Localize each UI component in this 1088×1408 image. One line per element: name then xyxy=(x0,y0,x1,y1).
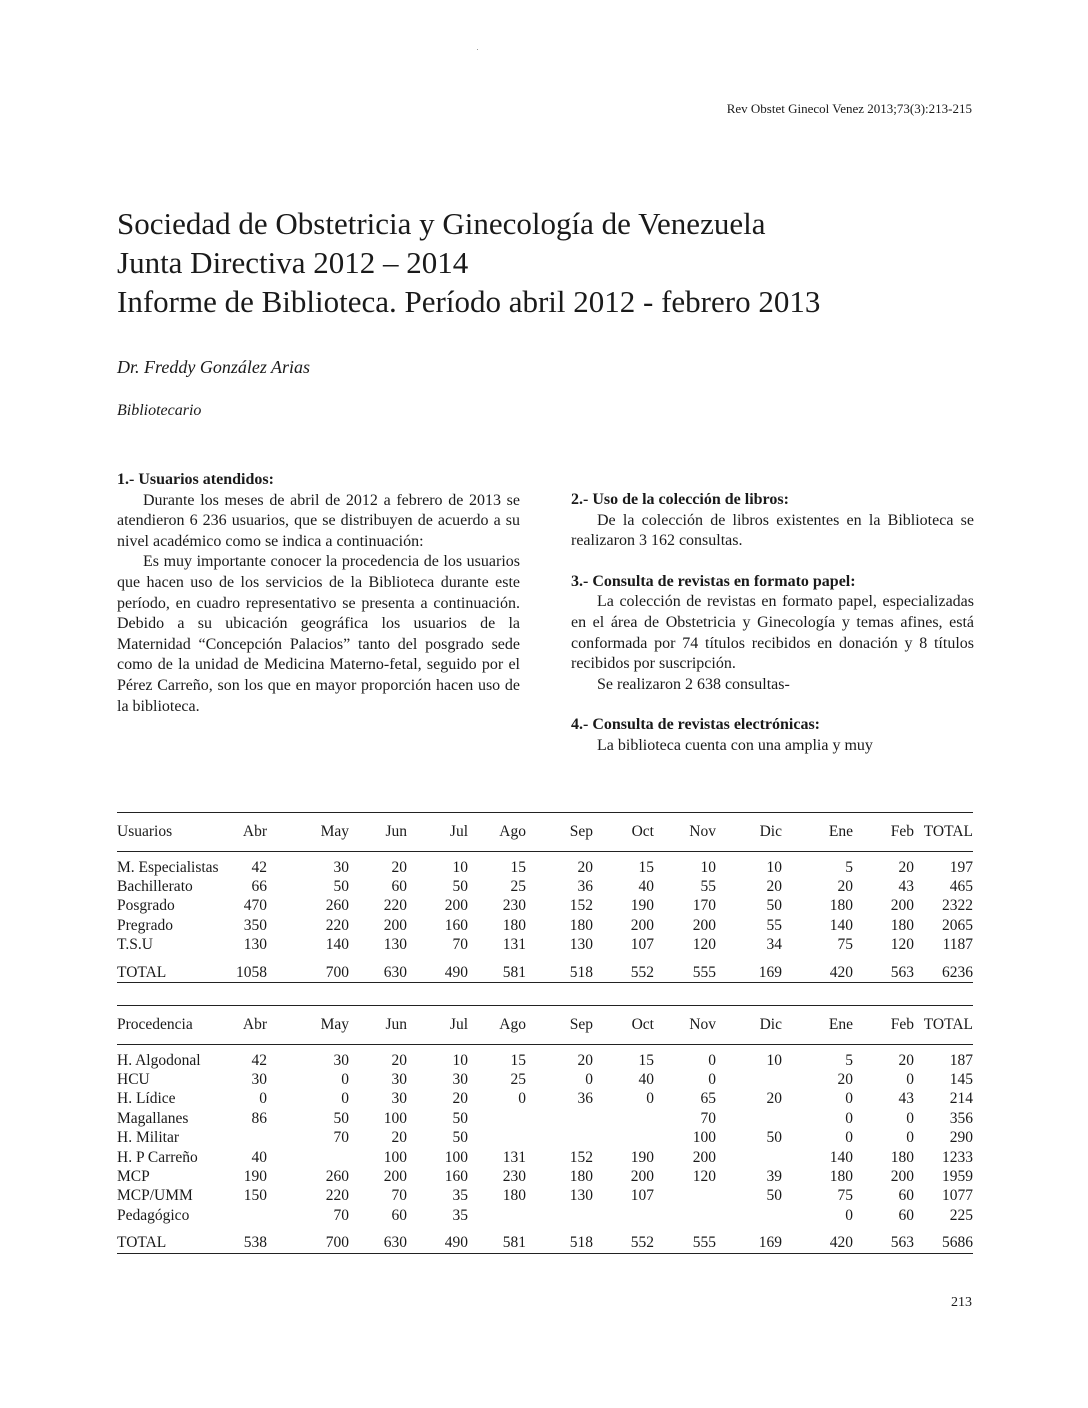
section-heading-libros: 2.- Uso de la colección de libros: xyxy=(571,491,789,508)
table-cell: 66 xyxy=(251,878,267,896)
table-cell: 140 xyxy=(829,1148,853,1166)
table-row xyxy=(117,897,973,916)
column-header: Feb xyxy=(853,813,914,852)
paragraph: Se realizaron 2 638 consultas- xyxy=(597,675,790,693)
table-cell: 130 xyxy=(243,936,267,954)
table-cell: 180 xyxy=(502,1187,526,1205)
column-header: Sep xyxy=(526,813,593,852)
table-cell: 190 xyxy=(630,897,654,915)
page-number: 213 xyxy=(951,1295,972,1310)
table-cell: 107 xyxy=(630,1187,654,1205)
table-cell: 200 xyxy=(692,916,716,934)
table-cell: 20 xyxy=(391,1129,407,1147)
table-row xyxy=(117,1206,973,1225)
table-cell: 30 xyxy=(391,1071,407,1089)
table-cell: 40 xyxy=(251,1148,267,1166)
paragraph: Durante los meses de abril de 2012 a febrero de 2013 se atendieron 6 236 usuarios, que se distribuyen de acuerdo a su nivel académico como se indica a continuación: xyxy=(117,491,520,550)
table-cell: 160 xyxy=(444,916,468,934)
table-cell: 35 xyxy=(452,1187,468,1205)
table-cell: 200 xyxy=(383,1168,407,1186)
table-row xyxy=(117,1129,973,1148)
row-label: H. Lídice xyxy=(117,1090,176,1108)
table-cell xyxy=(468,1129,526,1148)
table-cell: 50 xyxy=(766,897,782,915)
table-cell: 25 xyxy=(510,878,526,896)
table-cell: 20 xyxy=(898,858,914,876)
row-label: H. Militar xyxy=(117,1129,179,1147)
table-cell: 100 xyxy=(383,1109,407,1127)
table-cell: 39 xyxy=(766,1168,782,1186)
scan-artifact xyxy=(477,49,478,50)
section-heading-revistas-electronicas: 4.- Consulta de revistas electrónicas: xyxy=(571,716,820,734)
table-cell: 170 xyxy=(692,897,716,915)
table-cell xyxy=(654,1206,716,1225)
row-label: Posgrado xyxy=(117,897,175,915)
total-cell: 6236 xyxy=(914,955,973,983)
table-cell xyxy=(526,1206,593,1225)
table-cell: 180 xyxy=(890,1148,914,1166)
author-name: Dr. Freddy González Arias xyxy=(117,357,310,377)
table-cell: 230 xyxy=(502,1168,526,1186)
total-cell: 630 xyxy=(349,1226,407,1254)
table-cell: 150 xyxy=(243,1187,267,1205)
total-cell: 552 xyxy=(593,955,654,983)
total-cell: 581 xyxy=(468,1226,526,1254)
table-cell: 260 xyxy=(325,1168,349,1186)
table-cell: 140 xyxy=(829,916,853,934)
column-header: Jun xyxy=(349,1006,407,1045)
total-cell: 490 xyxy=(407,955,468,983)
table-cell: 10 xyxy=(700,858,716,876)
table-cell: 65 xyxy=(700,1090,716,1108)
table-cell: 214 xyxy=(949,1090,973,1108)
table-cell xyxy=(267,1148,349,1167)
paragraph: La colección de revistas en formato papel, especializadas en el área de Obstetricia y Ginecología y temas afines, está conformada por 74 títulos recibidos en donación y 8 títulos recibidos por suscripción. xyxy=(571,593,974,673)
row-label-header: Usuarios xyxy=(117,813,235,852)
column-header: Nov xyxy=(654,813,716,852)
row-label: MCP/UMM xyxy=(117,1187,193,1205)
table-cell: 50 xyxy=(766,1129,782,1147)
table-cell: 20 xyxy=(452,1090,468,1108)
table-cell: 10 xyxy=(766,1051,782,1069)
table-cell: 1077 xyxy=(942,1187,973,1205)
section-heading-usuarios: 1.- Usuarios atendidos: xyxy=(117,471,274,488)
table-cell: 10 xyxy=(452,1051,468,1069)
table-cell xyxy=(716,1206,782,1225)
table-cell: 0 xyxy=(845,1090,853,1108)
paragraph: Es muy importante conocer la procedencia de los usuarios que hacen uso de los servicios de la Biblioteca durante este período, en cuadro representativo se presenta a continuación. Debido a su ubicación geográfica los usuarios de la Maternidad “Concepción Palacios” tanto del posgrado sede como de la unidad de Medicina Materno-fetal, seguido por el Pérez Carreño, son los que en mayor proporción hacen uso de la biblioteca. xyxy=(117,553,520,715)
table-cell: 55 xyxy=(766,916,782,934)
column-header: Dic xyxy=(716,813,782,852)
table-cell: 140 xyxy=(325,936,349,954)
table-cell xyxy=(716,1070,782,1089)
table-cell: 131 xyxy=(502,936,526,954)
table-cell: 0 xyxy=(845,1129,853,1147)
table-cell: 0 xyxy=(708,1051,716,1069)
table-cell: 70 xyxy=(333,1129,349,1147)
table-cell: 130 xyxy=(569,936,593,954)
total-cell: 555 xyxy=(654,955,716,983)
table-row xyxy=(117,1045,973,1071)
column-header: Jul xyxy=(407,1006,468,1045)
table-cell: 70 xyxy=(700,1109,716,1127)
total-label: TOTAL xyxy=(117,955,235,983)
row-label: Pregrado xyxy=(117,916,173,934)
table-cell xyxy=(593,1109,654,1128)
table-cell: 5 xyxy=(845,858,853,876)
table-cell: 0 xyxy=(906,1129,914,1147)
table-cell: 20 xyxy=(766,878,782,896)
table-cell: 290 xyxy=(949,1129,973,1147)
table-cell: 120 xyxy=(890,936,914,954)
table-cell: 0 xyxy=(518,1090,526,1108)
row-label: Magallanes xyxy=(117,1109,189,1127)
table-cell: 40 xyxy=(638,1071,654,1089)
total-cell: 555 xyxy=(654,1226,716,1254)
table-cell: 36 xyxy=(577,878,593,896)
table-cell: 70 xyxy=(391,1187,407,1205)
row-label: Bachillerato xyxy=(117,878,193,896)
table-cell: 152 xyxy=(569,1148,593,1166)
table-cell: 107 xyxy=(630,936,654,954)
total-cell: 581 xyxy=(468,955,526,983)
table-cell: 230 xyxy=(502,897,526,915)
table-cell: 200 xyxy=(444,897,468,915)
column-header: Nov xyxy=(654,1006,716,1045)
table-cell: 55 xyxy=(700,878,716,896)
table-cell: 1959 xyxy=(942,1168,973,1186)
table-cell xyxy=(716,1109,782,1128)
table-row xyxy=(117,1090,973,1109)
right-column xyxy=(571,470,974,757)
total-label: TOTAL xyxy=(117,1226,235,1254)
total-cell: 563 xyxy=(853,955,914,983)
table-cell: 42 xyxy=(251,1051,267,1069)
table-usuarios xyxy=(117,812,973,983)
table-cell: 30 xyxy=(333,858,349,876)
total-cell: 538 xyxy=(235,1226,267,1254)
table-cell: 200 xyxy=(890,1168,914,1186)
column-header: Jul xyxy=(407,813,468,852)
table-cell: 130 xyxy=(569,1187,593,1205)
table-cell: 160 xyxy=(444,1168,468,1186)
column-header: Ene xyxy=(782,1006,853,1045)
column-header: Ago xyxy=(468,1006,526,1045)
table-cell: 197 xyxy=(949,858,973,876)
table-cell xyxy=(526,1109,593,1128)
table-cell: 190 xyxy=(243,1168,267,1186)
table-cell: 100 xyxy=(444,1148,468,1166)
column-header: Feb xyxy=(853,1006,914,1045)
paragraph: De la colección de libros existentes en la Biblioteca se realizaron 3 162 consultas. xyxy=(571,511,974,550)
table-cell: 25 xyxy=(510,1071,526,1089)
table-cell: 0 xyxy=(845,1109,853,1127)
table-cell: 180 xyxy=(829,1168,853,1186)
table-row xyxy=(117,1187,973,1206)
table-cell: 20 xyxy=(898,1051,914,1069)
table-cell: 43 xyxy=(898,878,914,896)
row-label: H. P Carreño xyxy=(117,1148,198,1166)
row-label: M. Especialistas xyxy=(117,858,219,876)
table-cell: 220 xyxy=(325,1187,349,1205)
table-cell xyxy=(716,1148,782,1167)
table-procedencia xyxy=(117,1005,973,1254)
column-header: Oct xyxy=(593,1006,654,1045)
table-cell: 30 xyxy=(333,1051,349,1069)
total-cell: 552 xyxy=(593,1226,654,1254)
total-cell: 700 xyxy=(267,955,349,983)
table-cell: 75 xyxy=(837,936,853,954)
table-cell: 100 xyxy=(692,1129,716,1147)
total-cell: 490 xyxy=(407,1226,468,1254)
table-row xyxy=(117,1167,973,1186)
table-cell: 1233 xyxy=(942,1148,973,1166)
row-label: H. Algodonal xyxy=(117,1051,201,1069)
total-cell: 1058 xyxy=(235,955,267,983)
table-cell: 260 xyxy=(325,897,349,915)
table-cell: 2322 xyxy=(942,897,973,915)
table-row xyxy=(117,852,973,878)
table-row xyxy=(117,1109,973,1128)
table-cell: 70 xyxy=(333,1206,349,1224)
table-cell: 120 xyxy=(692,936,716,954)
table-cell: 43 xyxy=(898,1090,914,1108)
title-line-1: Sociedad de Obstetricia y Ginecología de Venezuela xyxy=(117,206,766,241)
table-cell: 0 xyxy=(646,1090,654,1108)
table-cell: 180 xyxy=(569,1168,593,1186)
total-cell: 420 xyxy=(782,1226,853,1254)
total-cell: 5686 xyxy=(914,1226,973,1254)
table-cell: 152 xyxy=(569,897,593,915)
table-cell: 0 xyxy=(341,1090,349,1108)
row-label: HCU xyxy=(117,1071,150,1089)
total-cell: 420 xyxy=(782,955,853,983)
table-cell: 30 xyxy=(452,1071,468,1089)
table-cell: 5 xyxy=(845,1051,853,1069)
table-cell: 131 xyxy=(502,1148,526,1166)
table-cell: 86 xyxy=(251,1109,267,1127)
table-cell: 200 xyxy=(383,916,407,934)
total-cell: 169 xyxy=(716,1226,782,1254)
table-cell: 15 xyxy=(510,858,526,876)
table-row xyxy=(117,1070,973,1089)
table-cell: 0 xyxy=(845,1206,853,1224)
table-cell: 220 xyxy=(325,916,349,934)
table-cell: 350 xyxy=(243,916,267,934)
table-cell: 50 xyxy=(766,1187,782,1205)
table-cell: 465 xyxy=(949,878,973,896)
column-header: May xyxy=(267,1006,349,1045)
column-header: Abr xyxy=(235,813,267,852)
column-header: Jun xyxy=(349,813,407,852)
table-cell xyxy=(593,1129,654,1148)
table-cell xyxy=(654,1187,716,1206)
table-cell: 50 xyxy=(452,878,468,896)
table-cell: 200 xyxy=(630,1168,654,1186)
table-cell: 36 xyxy=(577,1090,593,1108)
table-cell: 180 xyxy=(502,916,526,934)
row-label: MCP xyxy=(117,1168,150,1186)
table-cell xyxy=(468,1206,526,1225)
column-header: Ago xyxy=(468,813,526,852)
table-cell: 0 xyxy=(341,1071,349,1089)
column-header: Dic xyxy=(716,1006,782,1045)
total-cell: 563 xyxy=(853,1226,914,1254)
table-cell: 220 xyxy=(383,897,407,915)
table-cell: 225 xyxy=(949,1206,973,1224)
paragraph: La biblioteca cuenta con una amplia y muy xyxy=(597,736,873,754)
table-cell: 180 xyxy=(829,897,853,915)
row-label-header: Procedencia xyxy=(117,1006,235,1045)
table-cell: 0 xyxy=(906,1071,914,1089)
table-cell: 60 xyxy=(391,1206,407,1224)
total-cell: 169 xyxy=(716,955,782,983)
table-cell: 0 xyxy=(585,1071,593,1089)
total-cell: 518 xyxy=(526,955,593,983)
table-cell: 20 xyxy=(577,858,593,876)
table-cell: 1187 xyxy=(942,936,973,954)
table-cell: 34 xyxy=(766,936,782,954)
total-cell: 700 xyxy=(267,1226,349,1254)
table-row xyxy=(117,1148,973,1167)
table-cell: 15 xyxy=(638,1051,654,1069)
table-cell: 60 xyxy=(898,1206,914,1224)
table-cell: 10 xyxy=(766,858,782,876)
table-cell: 60 xyxy=(898,1187,914,1205)
table-cell: 470 xyxy=(243,897,267,915)
table-row xyxy=(117,916,973,935)
table-cell: 200 xyxy=(630,916,654,934)
column-header: Sep xyxy=(526,1006,593,1045)
table-cell: 200 xyxy=(890,897,914,915)
table-cell: 50 xyxy=(333,878,349,896)
table-cell: 180 xyxy=(569,916,593,934)
column-header: Ene xyxy=(782,813,853,852)
table-cell: 0 xyxy=(708,1071,716,1089)
table-cell: 30 xyxy=(251,1071,267,1089)
table-cell: 0 xyxy=(906,1109,914,1127)
article-title xyxy=(117,204,977,321)
section-heading-revistas-papel: 3.- Consulta de revistas en formato papel: xyxy=(571,572,856,590)
total-row xyxy=(117,955,973,983)
table-row xyxy=(117,936,973,955)
table-cell: 180 xyxy=(890,916,914,934)
column-header: May xyxy=(267,813,349,852)
table-cell: 130 xyxy=(383,936,407,954)
table-cell: 15 xyxy=(638,858,654,876)
table-cell: 2065 xyxy=(942,916,973,934)
total-cell: 518 xyxy=(526,1226,593,1254)
title-line-2: Junta Directiva 2012 – 2014 xyxy=(117,245,469,280)
left-column xyxy=(117,470,520,717)
column-header: TOTAL xyxy=(914,1006,973,1045)
author-role: Bibliotecario xyxy=(117,402,202,419)
table-cell: 50 xyxy=(452,1129,468,1147)
table-cell: 42 xyxy=(251,858,267,876)
table-cell: 20 xyxy=(837,1071,853,1089)
table-cell: 75 xyxy=(837,1187,853,1205)
table-cell: 50 xyxy=(333,1109,349,1127)
table-cell: 20 xyxy=(766,1090,782,1108)
table-cell: 190 xyxy=(630,1148,654,1166)
table-cell: 15 xyxy=(510,1051,526,1069)
table-cell xyxy=(526,1129,593,1148)
table-cell: 20 xyxy=(391,858,407,876)
total-row xyxy=(117,1226,973,1254)
table-cell xyxy=(235,1206,267,1225)
table-row xyxy=(117,877,973,896)
table-cell: 145 xyxy=(949,1071,973,1089)
total-cell: 630 xyxy=(349,955,407,983)
table-cell: 187 xyxy=(949,1051,973,1069)
column-header: TOTAL xyxy=(914,813,973,852)
table-cell: 0 xyxy=(259,1090,267,1108)
table-cell xyxy=(593,1206,654,1225)
table-cell: 20 xyxy=(391,1051,407,1069)
table-cell: 35 xyxy=(452,1206,468,1224)
table-cell xyxy=(235,1129,267,1148)
table-cell: 356 xyxy=(949,1109,973,1127)
table-header-row xyxy=(117,1006,973,1045)
table-cell xyxy=(468,1109,526,1128)
title-line-3: Informe de Biblioteca. Período abril 2012 - febrero 2013 xyxy=(117,284,821,319)
table-cell: 120 xyxy=(692,1168,716,1186)
column-header: Abr xyxy=(235,1006,267,1045)
table-cell: 10 xyxy=(452,858,468,876)
journal-reference: Rev Obstet Ginecol Venez 2013;73(3):213-215 xyxy=(726,101,972,116)
table-cell: 20 xyxy=(837,878,853,896)
table-cell: 70 xyxy=(452,936,468,954)
table-cell: 40 xyxy=(638,878,654,896)
table-cell: 20 xyxy=(577,1051,593,1069)
table-cell: 100 xyxy=(383,1148,407,1166)
row-label: T.S.U xyxy=(117,936,153,954)
table-cell: 60 xyxy=(391,878,407,896)
row-label: Pedagógico xyxy=(117,1206,190,1224)
table-cell: 200 xyxy=(692,1148,716,1166)
column-header: Oct xyxy=(593,813,654,852)
table-cell: 30 xyxy=(391,1090,407,1108)
table-header-row xyxy=(117,813,973,852)
table-cell: 50 xyxy=(452,1109,468,1127)
